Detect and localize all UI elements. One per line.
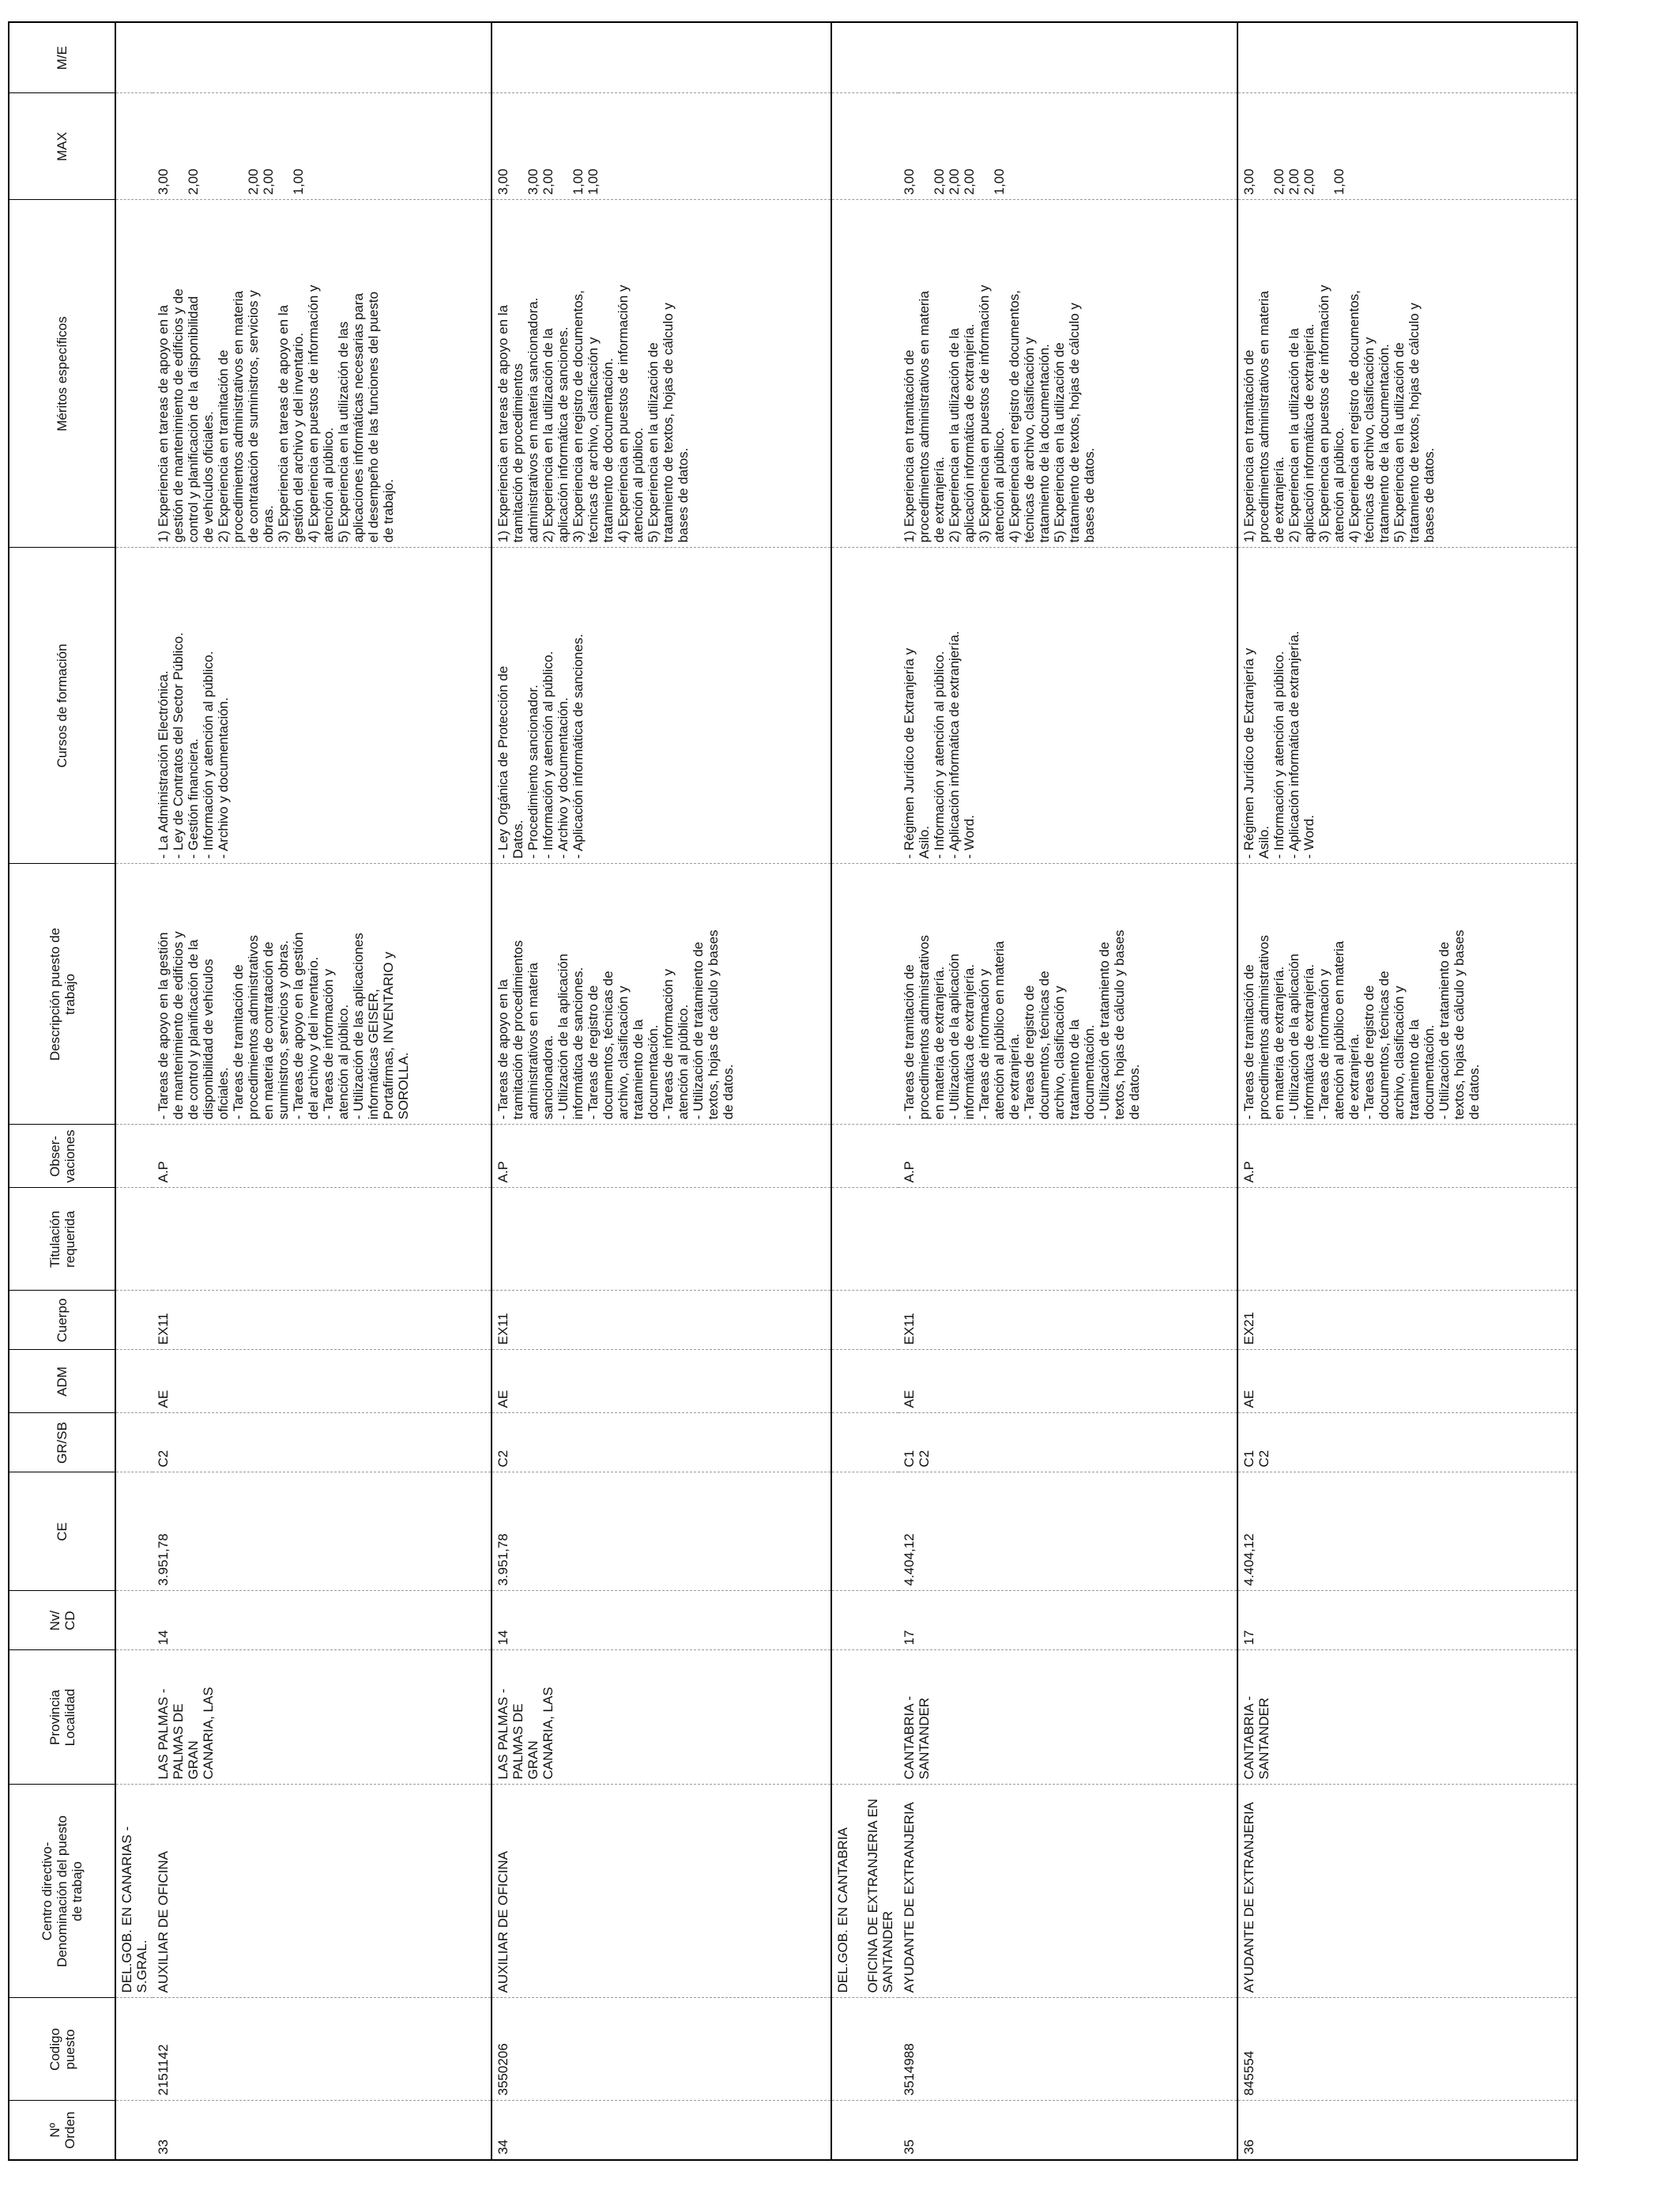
cell-descripcion: - Tareas de tramitación de procedimientos administrativos en materia de extranjería. - Utilización de la aplicación informática de extranjería. - Tareas de información y atención al público en materia de extranjería. - Tareas de registro de documentos, técnicas de archivo, clasificación y tratamiento de la documentación. - Utilización de tratamiento de textos, hojas de cálculo y bases de datos. — [898, 864, 1237, 1125]
cell-titulacion — [898, 1188, 1237, 1291]
cell-observaciones: A.P — [492, 1125, 831, 1188]
cell-titulacion — [153, 1188, 492, 1291]
cell-centro: AYUDANTE DE EXTRANJERIA — [1237, 1785, 1577, 1998]
header-descripcion: Descripción puesto de trabajo — [9, 864, 115, 1125]
cell-meritos: 1) Experiencia en tareas de apoyo en la gestión de mantenimiento de edificios y de control y planificación de la disponibilidad de vehículos oficiales. 2) Experiencia en tramitación de procedimientos administrativos en materia de contratación de suministros, servicios y obras. 3) Experiencia en tareas de apoyo en la gestión del archivo y del inventario. 4) Experiencia en puestos de información y atención al público. 5) Experiencia en la utilización de las aplicaciones informáticas necesarias para el desempeño de las funciones del puesto de trabajo. — [153, 200, 492, 548]
cell-cursos: - Ley Orgánica de Protección de Datos. - Procedimiento sancionador. - Información y atención al público. - Archivo y documentación. - Aplicación informática de sanciones. — [492, 548, 831, 864]
header-titulacion: Titulación requerida — [9, 1188, 115, 1291]
cell-provincia: CANTABRIA - SANTANDER — [898, 1650, 1237, 1785]
cell-grsb: C1 C2 — [898, 1413, 1237, 1472]
cell-provincia: LAS PALMAS - PALMAS DE GRAN CANARIA, LAS — [153, 1650, 492, 1785]
cell-cursos: - Régimen Jurídico de Extranjería y Asilo. - Información y atención al público. - Aplicación informática de extranjería. - Word. — [898, 548, 1237, 864]
cell-orden: 33 — [153, 2101, 492, 2160]
cell-ce: 3.951,78 — [153, 1472, 492, 1591]
cell-meritos: 1) Experiencia en tramitación de procedimientos administrativos en materia de extranjería. 2) Experiencia en la utilización de la aplicación informática de extranjería. 3) Experiencia en puestos de información y atención al público. 4) Experiencia en registro de documentos, técnicas de archivo, clasificación y tratamiento de la documentación. 5) Experiencia en la utilización de tratamiento de textos, hojas de cálculo y bases de datos. — [898, 200, 1237, 548]
cell-provincia: CANTABRIA - SANTANDER — [1237, 1650, 1577, 1785]
cell-grsb: C1 C2 — [1237, 1413, 1577, 1472]
header-me: M/E — [9, 22, 115, 93]
cell-max: 3,00 2,00 2,00 2,00 1,00 — [1237, 93, 1577, 200]
cell-orden: 35 — [898, 2101, 1237, 2160]
table-row — [1237, 22, 1577, 2160]
cell-centro: AUXILIAR DE OFICINA — [153, 1785, 492, 1998]
cell-adm: AE — [153, 1350, 492, 1413]
cell-me — [492, 22, 831, 93]
header-cursos: Cursos de formación — [9, 548, 115, 864]
header-row — [9, 22, 115, 2160]
cell-ce: 4.404,12 — [1237, 1472, 1577, 1591]
cell-cuerpo: EX11 — [153, 1291, 492, 1350]
group-header-cantabria: DEL.GOB. EN CANTABRIA OFICINA DE EXTRANJERIA EN SANTANDER — [831, 1785, 898, 1998]
group-header-canarias: DEL.GOB. EN CANARIAS - S.GRAL. — [115, 1785, 153, 1998]
cell-titulacion — [1237, 1188, 1577, 1291]
cell-ce: 4.404,12 — [898, 1472, 1237, 1591]
cell-centro: AUXILIAR DE OFICINA — [492, 1785, 831, 1998]
cell-cursos: - Régimen Jurídico de Extranjería y Asilo. - Información y atención al público. - Aplicación informática de extranjería. - Word. — [1237, 548, 1577, 864]
cell-nivel: 17 — [1237, 1591, 1577, 1650]
cell-orden: 36 — [1237, 2101, 1577, 2160]
cell-cuerpo: EX11 — [492, 1291, 831, 1350]
cell-adm: AE — [1237, 1350, 1577, 1413]
cell-ce: 3.951,78 — [492, 1472, 831, 1591]
cell-grsb: C2 — [492, 1413, 831, 1472]
cell-observaciones: A.P — [153, 1125, 492, 1188]
cell-cuerpo: EX21 — [1237, 1291, 1577, 1350]
header-grsb: GR/SB — [9, 1413, 115, 1472]
cell-descripcion: - Tareas de apoyo en la gestión de mantenimiento de edificios y de control y planificación de la disponibilidad de vehículos oficiales. - Tareas de tramitación de procedimientos administrativos en materia de contratación de suministros, servicios y obras. - Tareas de apoyo en la gestión del archivo y del inventario. - Tareas de información y atención al público. - Utilización de las aplicaciones informáticas GEISER, Portafirmas, INVENTARIO y SOROLLA. — [153, 864, 492, 1125]
header-observaciones: Obser- vaciones — [9, 1125, 115, 1188]
job-positions-table — [8, 21, 1578, 2161]
group-header-row — [831, 22, 898, 2160]
cell-nivel: 17 — [898, 1591, 1237, 1650]
cell-adm: AE — [492, 1350, 831, 1413]
cell-me — [898, 22, 1237, 93]
cell-nivel: 14 — [492, 1591, 831, 1650]
cell-observaciones: A.P — [898, 1125, 1237, 1188]
cell-orden: 34 — [492, 2101, 831, 2160]
cell-max: 3,00 2,00 2,00 2,00 1,00 — [898, 93, 1237, 200]
cell-cursos: - La Administración Electrónica. - Ley de Contratos del Sector Público. - Gestión financiera. - Información y atención al público. - Archivo y documentación. — [153, 548, 492, 864]
cell-titulacion — [492, 1188, 831, 1291]
header-ce: CE — [9, 1472, 115, 1591]
header-cuerpo: Cuerpo — [9, 1291, 115, 1350]
cell-centro: AYUDANTE DE EXTRANJERIA — [898, 1785, 1237, 1998]
cell-cuerpo: EX11 — [898, 1291, 1237, 1350]
header-codigo: Codigo puesto — [9, 1998, 115, 2101]
header-orden: Nº Orden — [9, 2101, 115, 2160]
header-provincia: Provincia Localidad — [9, 1650, 115, 1785]
cell-codigo: 845554 — [1237, 1998, 1577, 2101]
header-adm: ADM — [9, 1350, 115, 1413]
table-row — [898, 22, 1237, 2160]
header-max: MAX — [9, 93, 115, 200]
cell-me — [153, 22, 492, 93]
cell-codigo: 2151142 — [153, 1998, 492, 2101]
cell-grsb: C2 — [153, 1413, 492, 1472]
header-centro: Centro directivo- Denominación del puesto de trabajo — [9, 1785, 115, 1998]
cell-codigo: 3514988 — [898, 1998, 1237, 2101]
cell-me — [1237, 22, 1577, 93]
cell-codigo: 3550206 — [492, 1998, 831, 2101]
cell-descripcion: - Tareas de tramitación de procedimientos administrativos en materia de extranjería. - Utilización de la aplicación informática de extranjería. - Tareas de información y atención al público en materia de extranjería. - Tareas de registro de documentos, técnicas de archivo, clasificación y tratamiento de la documentación. - Utilización de tratamiento de textos, hojas de cálculo y bases de datos. — [1237, 864, 1577, 1125]
header-meritos: Méritos específicos — [9, 200, 115, 548]
header-nivel: Nv/ CD — [9, 1591, 115, 1650]
cell-nivel: 14 — [153, 1591, 492, 1650]
cell-adm: AE — [898, 1350, 1237, 1413]
group-header-row — [115, 22, 153, 2160]
cell-descripcion: - Tareas de apoyo en la tramitación de procedimientos administrativos en materia sancionadora. - Utilización de la aplicación informática de sanciones. - Tareas de registro de documentos, técnicas de archivo, clasificación y tratamiento de la documentación. - Tareas de información y atención al público. - Utilización de tratamiento de textos, hojas de cálculo y bases de datos. — [492, 864, 831, 1125]
table-row — [492, 22, 831, 2160]
cell-max: 3,00 3,00 2,00 1,00 1,00 — [492, 93, 831, 200]
table-row — [153, 22, 492, 2160]
cell-provincia: LAS PALMAS - PALMAS DE GRAN CANARIA, LAS — [492, 1650, 831, 1785]
cell-meritos: 1) Experiencia en tramitación de procedimientos administrativos en materia de extranjería. 2) Experiencia en la utilización de la aplicación informática de extranjería. 3) Experiencia en puestos de información y atención al público. 4) Experiencia en registro de documentos, técnicas de archivo, clasificación y tratamiento de la documentación. 5) Experiencia en la utilización de tratamiento de textos, hojas de cálculo y bases de datos. — [1237, 200, 1577, 548]
cell-meritos: 1) Experiencia en tareas de apoyo en la tramitación de procedimientos administrativos en materia sancionadora. 2) Experiencia en la utilización de la aplicación informática de sanciones. 3) Experiencia en registro de documentos, técnicas de archivo, clasificación y tratamiento de documentación. 4) Experiencia en puestos de información y atención al público. 5) Experiencia en la utilización de tratamiento de textos, hojas de cálculo y bases de datos. — [492, 200, 831, 548]
cell-max: 3,00 2,00 2,00 2,00 1,00 — [153, 93, 492, 200]
cell-observaciones: A.P — [1237, 1125, 1577, 1188]
